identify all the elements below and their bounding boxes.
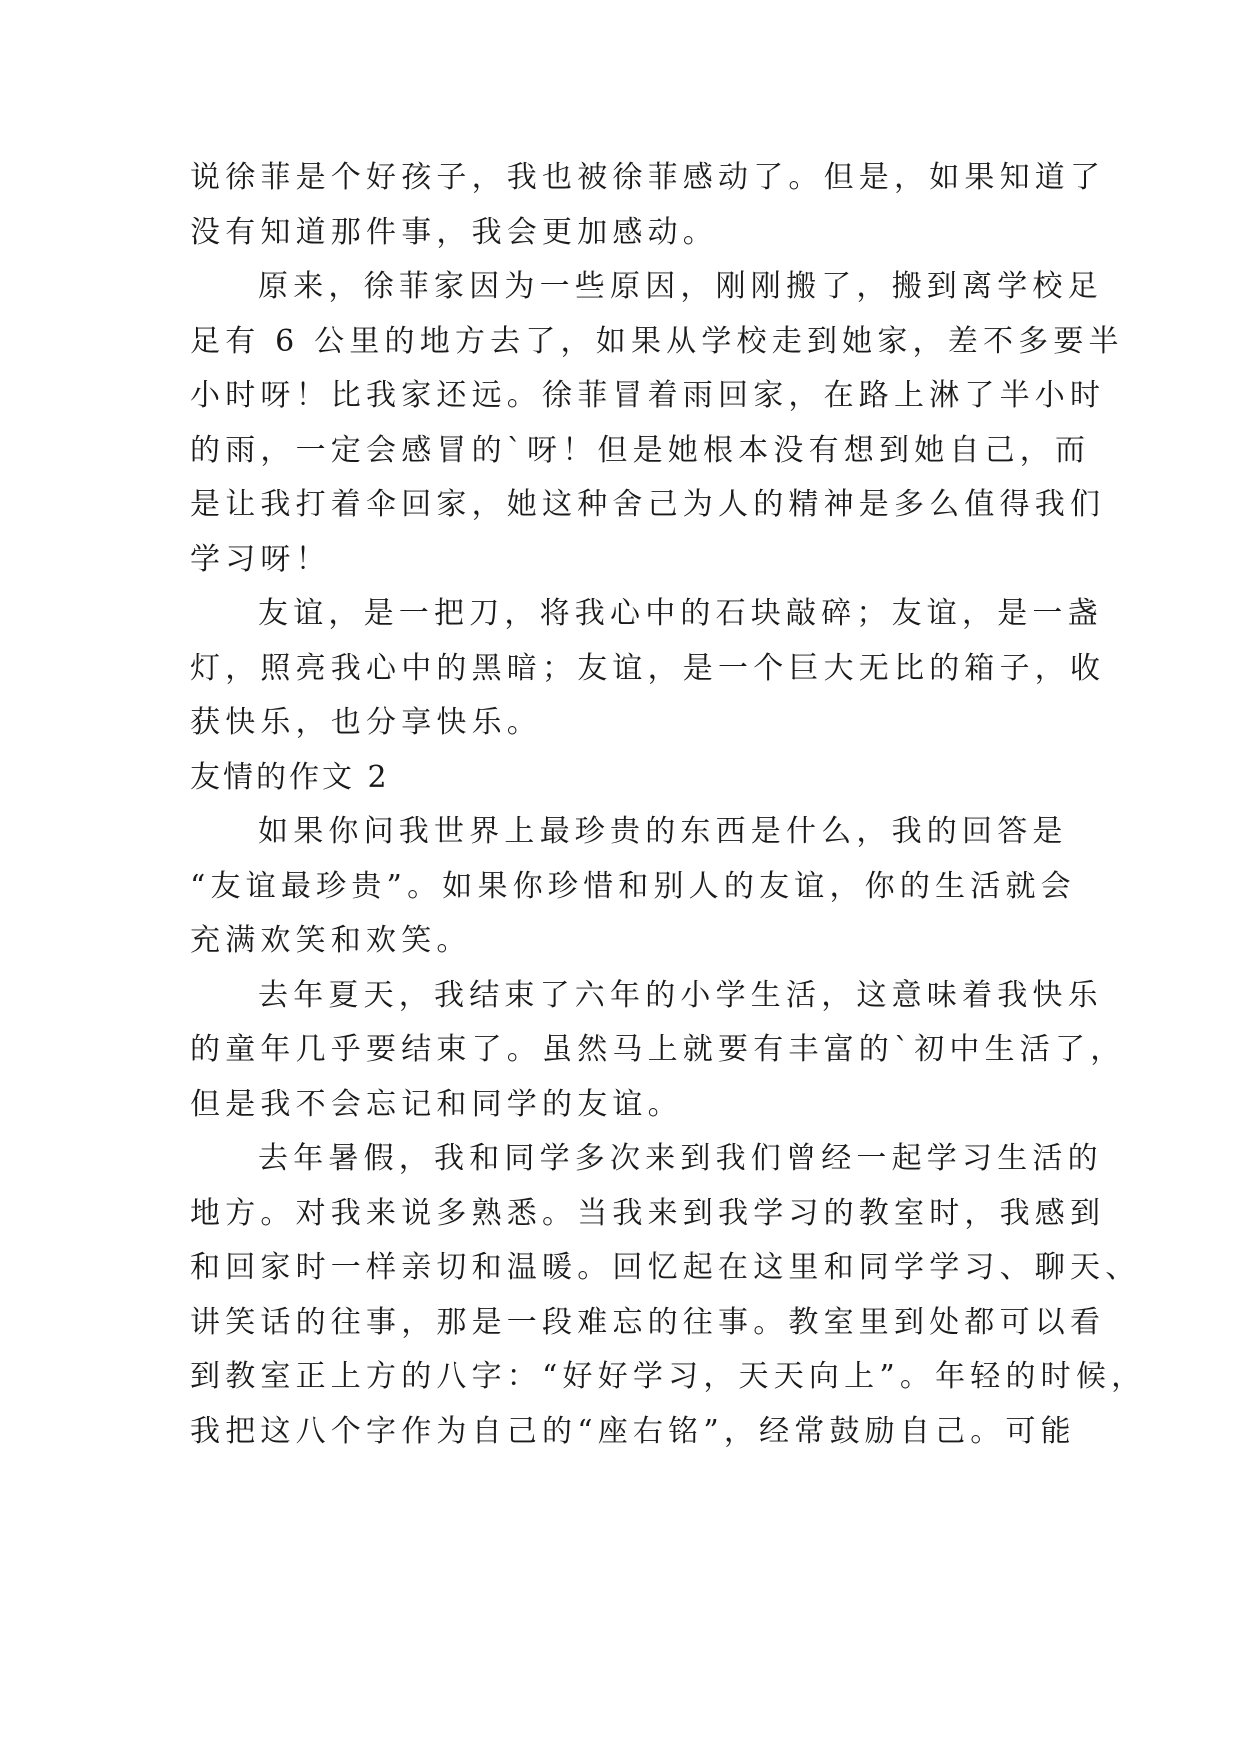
text-line: 小时呀！比我家还远。徐菲冒着雨回家，在路上淋了半小时 bbox=[190, 378, 1106, 413]
text-line: 讲笑话的往事，那是一段难忘的往事。教室里到处都可以看 bbox=[190, 1304, 1106, 1340]
paragraph-start-line: 友谊，是一把刀，将我心中的石块敲碎；友谊，是一盏 bbox=[258, 596, 1103, 631]
text-line: “友谊最珍贵”。如果你珍惜和别人的友谊，你的生活就会 bbox=[190, 868, 1076, 904]
text-line: 足有 6 公里的地方去了，如果从学校走到她家，差不多要半 bbox=[190, 323, 1124, 359]
text-line: 但是我不会忘记和同学的友谊。 bbox=[190, 1086, 683, 1122]
text-line: 充满欢笑和欢笑。 bbox=[190, 923, 472, 958]
text-line: 的童年几乎要结束了。虽然马上就要有丰富的`初中生活了， bbox=[190, 1032, 1126, 1067]
text-line: 获快乐，也分享快乐。 bbox=[190, 705, 542, 740]
paragraph-start-line: 原来，徐菲家因为一些原因，刚刚搬了，搬到离学校足 bbox=[258, 269, 1103, 304]
text-line: 地方。对我来说多熟悉。当我来到我学习的教室时，我感到 bbox=[190, 1195, 1106, 1231]
text-line: 的雨，一定会感冒的`呀！但是她根本没有想到她自己，而 bbox=[190, 432, 1091, 468]
text-line: 灯，照亮我心中的黑暗；友谊，是一个巨大无比的箱子，收 bbox=[190, 650, 1106, 686]
text-line: 是让我打着伞回家，她这种舍己为人的精神是多么值得我们 bbox=[190, 487, 1106, 522]
document-body bbox=[190, 151, 1147, 1459]
paragraph-start-line: 去年夏天，我结束了六年的小学生活，这意味着我快乐 bbox=[258, 977, 1103, 1013]
text-line: 没有知道那件事，我会更加感动。 bbox=[190, 214, 718, 250]
section-heading: 友情的作文 2 bbox=[190, 759, 390, 795]
text-line: 到教室正上方的八字：“好好学习，天天向上”。年轻的时候， bbox=[190, 1359, 1147, 1394]
text-line: 学习呀！ bbox=[190, 541, 331, 577]
paragraph-start-line: 如果你问我世界上最珍贵的东西是什么，我的回答是 bbox=[258, 814, 1068, 849]
paragraph-start-line: 去年暑假，我和同学多次来到我们曾经一起学习生活的 bbox=[258, 1141, 1103, 1176]
text-line: 和回家时一样亲切和温暖。回忆起在这里和同学学习、聊天、 bbox=[190, 1250, 1141, 1285]
text-line: 说徐菲是个好孩子，我也被徐菲感动了。但是，如果知道了 bbox=[190, 160, 1106, 195]
text-line: 我把这八个字作为自己的“座右铭”，经常鼓励自己。可能 bbox=[190, 1413, 1076, 1449]
